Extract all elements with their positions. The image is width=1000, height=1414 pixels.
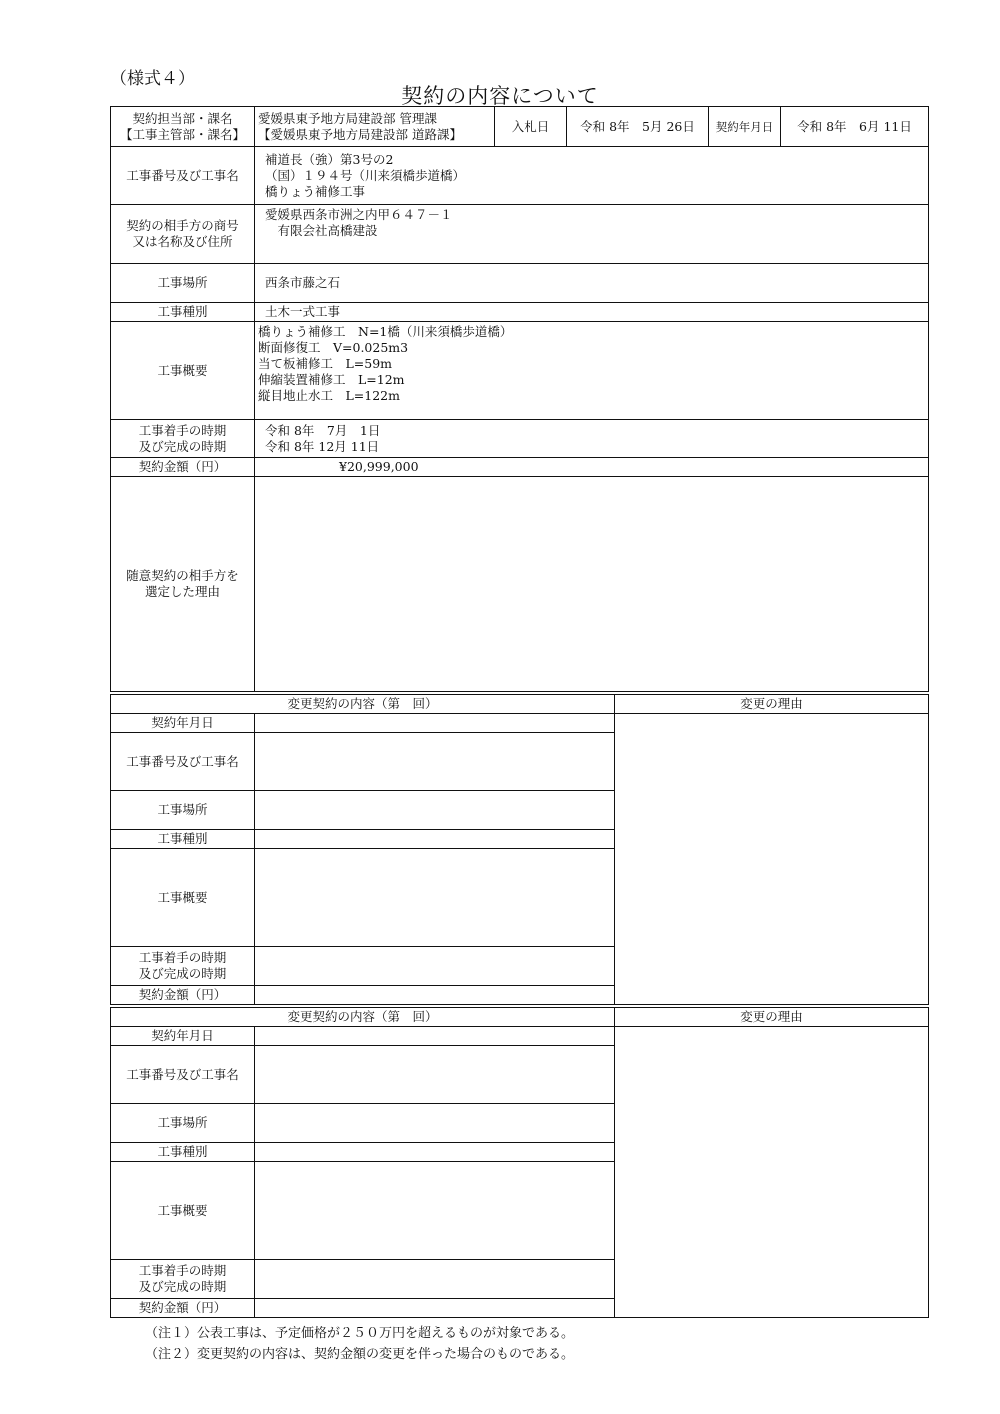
location-value: 西条市藤之石 bbox=[255, 264, 929, 303]
contract-date-label: 契約年月日 bbox=[709, 107, 781, 147]
change-contract-table-1 bbox=[110, 694, 929, 1005]
change-header-right: 変更の理由 bbox=[615, 1008, 929, 1027]
overview-value: 橋りょう補修工 N=1橋（川来須橋歩道橋） 断面修復工 V=0.025m3 当て板補修工 L=59m 伸縮装置補修工 L=12m 縦目地止水工 L=122m bbox=[255, 322, 929, 420]
change-amount-label: 契約金額（円） bbox=[111, 986, 255, 1005]
change-type-label: 工事種別 bbox=[111, 830, 255, 849]
type-value: 土木一式工事 bbox=[255, 303, 929, 322]
change-overview-label: 工事概要 bbox=[111, 849, 255, 947]
change-reason-value bbox=[615, 714, 929, 1005]
type-label: 工事種別 bbox=[111, 303, 255, 322]
contract-date-value: 令和 8年 6月 11日 bbox=[781, 107, 929, 147]
reason-value bbox=[255, 477, 929, 692]
change-location-label: 工事場所 bbox=[111, 791, 255, 830]
amount-label: 契約金額（円） bbox=[111, 458, 255, 477]
partner-label: 契約の相手方の商号 又は名称及び住所 bbox=[111, 205, 255, 264]
change-work-no-label: 工事番号及び工事名 bbox=[111, 1046, 255, 1104]
change-period-label: 工事着手の時期 及び完成の時期 bbox=[111, 1260, 255, 1299]
change-work-no-label: 工事番号及び工事名 bbox=[111, 733, 255, 791]
note-1: （注１）公表工事は、予定価格が２５０万円を超えるものが対象である。 bbox=[145, 1326, 575, 1341]
change-reason-value bbox=[615, 1027, 929, 1318]
change-amount-value bbox=[255, 1299, 615, 1318]
change-type-value bbox=[255, 1143, 615, 1162]
change-period-value bbox=[255, 1260, 615, 1299]
change-overview-value bbox=[255, 1162, 615, 1260]
change-type-label: 工事種別 bbox=[111, 1143, 255, 1162]
change-period-value bbox=[255, 947, 615, 986]
change-header-left: 変更契約の内容（第 回） bbox=[111, 695, 615, 714]
change-amount-value bbox=[255, 986, 615, 1005]
change-location-value bbox=[255, 791, 615, 830]
change-contract-date-value bbox=[255, 714, 615, 733]
dept-value: 愛媛県東予地方局建設部 管理課 【愛媛県東予地方局建設部 道路課】 bbox=[255, 107, 495, 147]
change-period-label: 工事着手の時期 及び完成の時期 bbox=[111, 947, 255, 986]
contract-main-table bbox=[110, 106, 929, 692]
change-overview-label: 工事概要 bbox=[111, 1162, 255, 1260]
change-contract-date-value bbox=[255, 1027, 615, 1046]
change-type-value bbox=[255, 830, 615, 849]
work-no-label: 工事番号及び工事名 bbox=[111, 147, 255, 205]
change-location-value bbox=[255, 1104, 615, 1143]
period-value: 令和 8年 7月 1日 令和 8年 12月 11日 bbox=[255, 420, 929, 458]
note-2: （注２）変更契約の内容は、契約金額の変更を伴った場合のものである。 bbox=[145, 1347, 575, 1362]
reason-label: 随意契約の相手方を 選定した理由 bbox=[111, 477, 255, 692]
change-contract-date-label: 契約年月日 bbox=[111, 1027, 255, 1046]
change-work-no-value bbox=[255, 1046, 615, 1104]
location-label: 工事場所 bbox=[111, 264, 255, 303]
amount-value: ¥20,999,000 bbox=[255, 458, 929, 477]
period-label: 工事着手の時期 及び完成の時期 bbox=[111, 420, 255, 458]
change-location-label: 工事場所 bbox=[111, 1104, 255, 1143]
change-overview-value bbox=[255, 849, 615, 947]
change-contract-table-2 bbox=[110, 1007, 929, 1318]
change-header-right: 変更の理由 bbox=[615, 695, 929, 714]
dept-label: 契約担当部・課名 【工事主管部・課名】 bbox=[111, 107, 255, 147]
change-amount-label: 契約金額（円） bbox=[111, 1299, 255, 1318]
change-header-left: 変更契約の内容（第 回） bbox=[111, 1008, 615, 1027]
bid-date-value: 令和 8年 5月 26日 bbox=[567, 107, 709, 147]
document-title: 契約の内容について bbox=[401, 84, 599, 108]
overview-label: 工事概要 bbox=[111, 322, 255, 420]
partner-value: 愛媛県西条市洲之内甲６４７－１ 有限会社高橋建設 bbox=[255, 205, 929, 264]
change-contract-date-label: 契約年月日 bbox=[111, 714, 255, 733]
bid-date-label: 入札日 bbox=[495, 107, 567, 147]
change-work-no-value bbox=[255, 733, 615, 791]
form-number: （様式４） bbox=[110, 69, 195, 89]
work-no-value: 補道長（強）第3号の2 （国）１９４号（川来須橋歩道橋） 橋りょう補修工事 bbox=[255, 147, 929, 205]
